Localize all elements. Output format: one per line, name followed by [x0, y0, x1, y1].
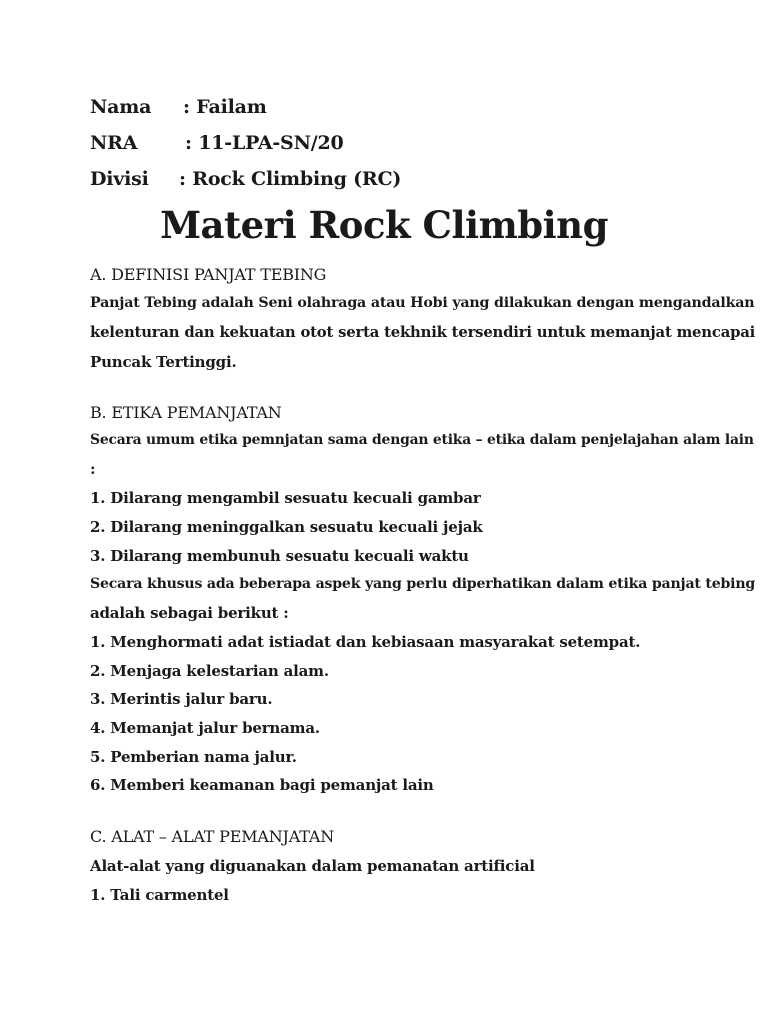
section-b-list-item: 3. Merintis jalur baru.: [90, 690, 273, 708]
divisi-label: Divisi: [90, 168, 149, 190]
section-b-list-item: 1. Menghormati adat istiadat dan kebiasaan masyarakat setempat.: [90, 633, 641, 651]
section-a-line: kelenturan dan kekuatan otot serta tekhnik tersendiri untuk memanjat mencapai: [90, 324, 756, 341]
section-c-line: Alat-alat yang diguanakan dalam pemanatan artificial: [90, 857, 535, 875]
section-b-list-item: 5. Pemberian nama jalur.: [90, 748, 297, 766]
divisi-value: : Rock Climbing (RC): [179, 168, 402, 190]
section-b-list-item: 1. Dilarang mengambil sesuatu kecuali gambar: [90, 489, 481, 507]
section-b-list-item: 2. Menjaga kelestarian alam.: [90, 662, 329, 680]
section-c-list-item: 1. Tali carmentel: [90, 886, 229, 904]
header-nama-row: [90, 96, 267, 118]
section-b-line: Secara umum etika pemnjatan sama dengan etika – etika dalam penjelajahan alam lain: [90, 432, 754, 448]
header-nra-row: [90, 132, 344, 154]
section-b-line: adalah sebagai berikut :: [90, 604, 289, 622]
nra-label: NRA: [90, 132, 138, 154]
section-b-heading: B. ETIKA PEMANJATAN: [90, 403, 282, 422]
section-c-heading: C. ALAT – ALAT PEMANJATAN: [90, 827, 334, 846]
nra-value: : 11-LPA-SN/20: [185, 132, 344, 154]
section-b-list-item: 6. Memberi keamanan bagi pemanjat lain: [90, 776, 434, 794]
nama-label: Nama: [90, 96, 152, 118]
section-b-list-item: 4. Memanjat jalur bernama.: [90, 719, 320, 737]
section-a-line: Panjat Tebing adalah Seni olahraga atau Hobi yang dilakukan dengan mengandalkan: [90, 295, 755, 311]
section-b-list-item: 2. Dilarang meninggalkan sesuatu kecuali jejak: [90, 518, 483, 536]
section-b-line: Secara khusus ada beberapa aspek yang perlu diperhatikan dalam etika panjat tebing: [90, 576, 756, 592]
header-divisi-row: [90, 168, 402, 190]
page-title: Materi Rock Climbing: [160, 203, 608, 247]
section-b-line: :: [90, 460, 96, 478]
section-a-heading: A. DEFINISI PANJAT TEBING: [90, 265, 327, 284]
section-b-list-item: 3. Dilarang membunuh sesuatu kecuali waktu: [90, 547, 469, 565]
section-a-line: Puncak Tertinggi.: [90, 353, 237, 371]
nama-value: : Failam: [183, 96, 267, 118]
